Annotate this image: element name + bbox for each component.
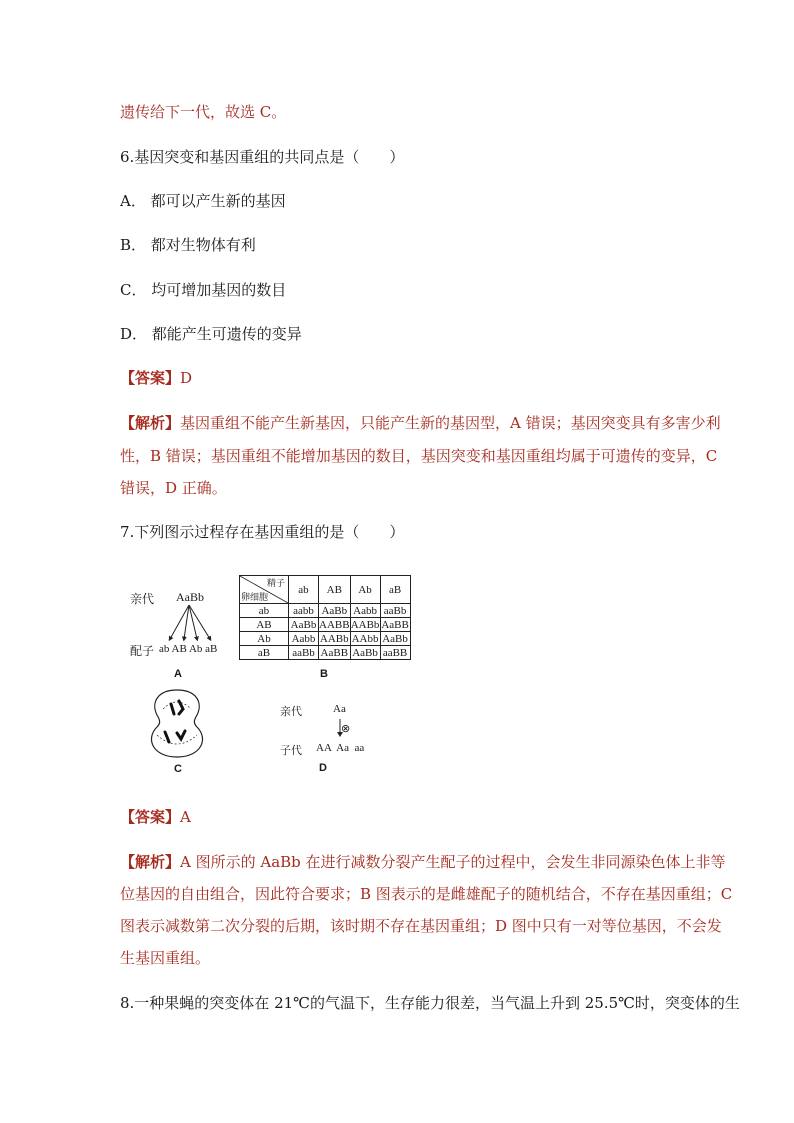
figB-cell: aaBb [289,646,319,660]
question-6: 6.基因突变和基因重组的共同点是（ ） [120,148,405,166]
answer-tag: 【答案】 [120,808,181,826]
prev-answer-tail: 遗传给下一代，故选 C。 [120,103,287,121]
figB-row-header: AB [240,618,289,632]
figA-parent-genotype: AaBb [176,590,204,604]
figA-gamete-label: 配子 [130,644,155,658]
explanation-tag: 【解析】 [120,853,181,871]
figA-arrows [160,603,220,643]
figB-row [240,632,411,646]
figA-parent-label: 亲代 [130,592,155,606]
figD-caption: D [319,762,327,774]
figB-punnett-table [239,575,411,660]
explanation-tag: 【解析】 [120,414,181,432]
figB-cell: aaBB [380,646,410,660]
figB-cell: AAbb [351,632,379,645]
q6-explanation-line-3: 错误，D 正确。 [120,479,227,497]
figB-cell: AaBb [380,632,410,646]
figB-cell: AaBb [289,618,319,632]
q6-answer [120,368,192,388]
figB-col-header: ab [289,576,319,604]
figB-cell: aaBb [380,604,410,618]
q6-explanation-line-1 [120,413,721,433]
q6-option-c: C． 均可增加基因的数目 [120,281,287,299]
answer-value: A [180,808,191,826]
figB-cell: AABb [319,632,349,645]
figB-caption: B [320,668,328,680]
figB-row [240,618,411,632]
figA-caption: A [174,668,182,680]
figB-corner-bottom: 卵细胞 [241,592,269,602]
figD-parent-label: 亲代 [280,706,302,718]
figB-col-header: AB [319,576,351,604]
figB-cell: aabb [289,604,319,618]
figB-cell: Aabb [350,604,380,618]
q6-option-a: A． 都可以产生新的基因 [120,192,286,210]
figB-cell: AaBb [350,646,380,660]
figC-cell-division-diagram [143,687,211,759]
figB-corner-top: 精子 [266,578,285,588]
figB-row-header: aB [240,646,289,660]
figB-cell: Aabb [289,632,319,646]
figD-self-cross-symbol: ⊗ [341,723,351,735]
figD-child-label: 子代 [280,745,302,757]
figB-col-header: Ab [350,576,380,604]
explanation-text: A 图所示的 AaBb 在进行减数分裂产生配子的过程中，会发生非同源染色体上非等 [180,853,726,871]
q7-explanation-line-3: 图表示减数第二次分裂的后期，该时期不存在基因重组；D 图中只有一对等位基因，不会发 [120,917,722,935]
answer-tag: 【答案】 [120,369,181,387]
figC-caption: C [174,763,182,775]
figD-offspring-genotypes: AA Aa aa [316,742,365,754]
figB-cell: AABb [350,618,380,631]
figB-cell: AaBB [319,646,351,660]
figB-corner-cell [240,576,289,604]
answer-value: D [180,369,193,387]
q7-explanation-line-4: 生基因重组。 [120,949,211,967]
figB-col-header: aB [380,576,410,604]
q6-explanation-line-2: 性，B 错误；基因重组不能增加基因的数目，基因突变和基因重组均属于可遗传的变异，C [120,447,718,465]
figB-row [240,646,411,660]
q7-explanation-line-1 [120,852,726,872]
figB-cell: AaBB [381,618,409,631]
figA-gametes: ab AB Ab aB [159,643,218,655]
figB-row-header: ab [240,604,289,618]
figD-parent-genotype: Aa [333,703,346,715]
figB-row-header: Ab [240,632,289,646]
explanation-text: 基因重组不能产生新基因，只能产生新的基因型，A 错误；基因突变具有多害少利 [180,414,721,432]
question-7: 7.下列图示过程存在基因重组的是（ ） [120,523,405,541]
figB-row [240,604,411,618]
figB-cell: AABB [319,618,350,631]
q6-option-b: B． 都对生物体有利 [120,236,256,254]
q7-explanation-line-2: 位基因的自由组合，因此符合要求；B 图表示的是雌雄配子的随机结合，不存在基因重组；C [120,885,733,903]
q7-answer [120,807,191,827]
figB-cell: AaBb [319,604,351,618]
question-8: 8.一种果蝇的突变体在 21℃的气温下，生存能力很差，当气温上升到 25.5℃时，突变体的生 [120,994,740,1012]
q6-option-d: D． 都能产生可遗传的变异 [120,325,302,343]
